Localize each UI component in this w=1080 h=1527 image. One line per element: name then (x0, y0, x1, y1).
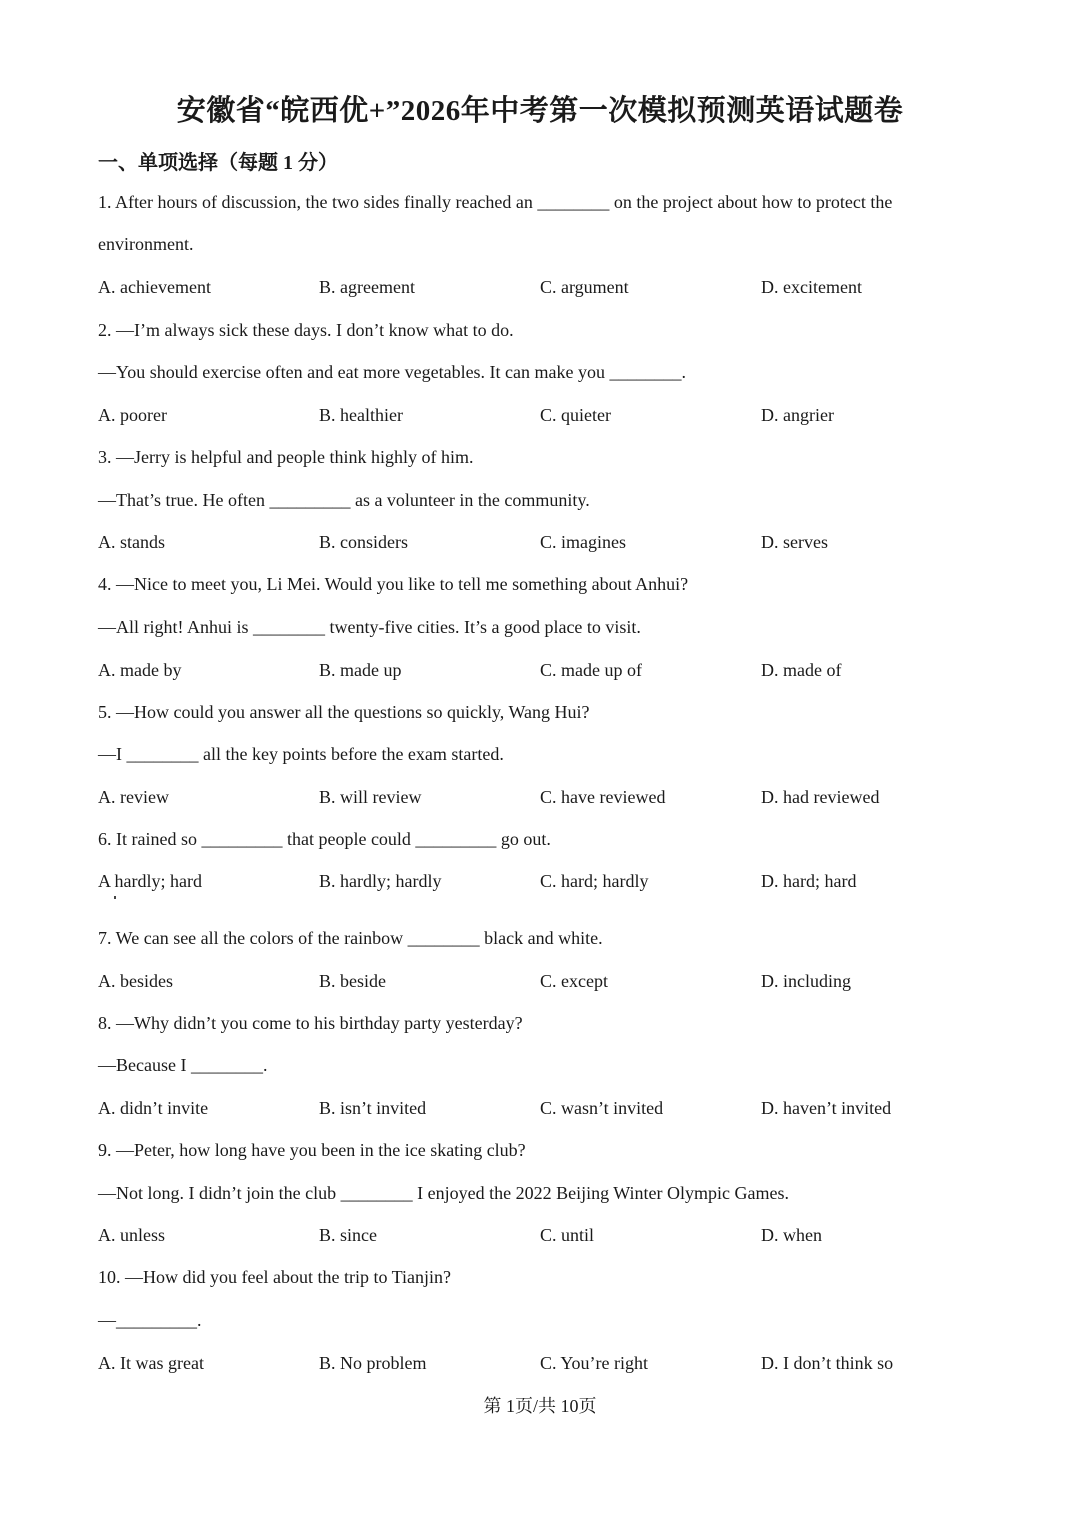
option-a: A. achievement (98, 277, 211, 297)
option-d: D. excitement (761, 277, 862, 297)
option-b: B. No problem (319, 1353, 427, 1373)
option-a: A. review (98, 787, 169, 807)
question-6-options (98, 871, 998, 897)
question-6-stem: 6. It rained so _________ that people could _________ go out. (98, 829, 551, 849)
question-3-stem: 3. —Jerry is helpful and people think highly of him. (98, 447, 474, 467)
option-a: A. It was great (98, 1353, 204, 1373)
option-b: B. since (319, 1225, 377, 1245)
option-c: C. until (540, 1225, 595, 1245)
option-c: C. except (540, 971, 608, 991)
option-b: B. considers (319, 532, 408, 552)
option-d: D. I don’t think so (761, 1353, 894, 1373)
question-8-reply: —Because I ________. (98, 1055, 268, 1075)
option-d: D. had reviewed (761, 787, 880, 807)
option-a: A. besides (98, 971, 173, 991)
question-8-options (98, 1098, 998, 1124)
question-1-stem-cont: environment. (98, 234, 194, 254)
question-9-stem: 9. —Peter, how long have you been in the ice skating club? (98, 1140, 526, 1160)
question-3-reply: —That’s true. He often _________ as a volunteer in the community. (98, 490, 590, 510)
option-d: D. haven’t invited (761, 1098, 892, 1118)
option-b: B. hardly; hardly (319, 871, 442, 891)
option-a: A. didn’t invite (98, 1098, 209, 1118)
option-d: D. including (761, 971, 851, 991)
page-number-footer: 第 1页/共 10页 (483, 1396, 597, 1416)
question-10-reply: —_________. (98, 1310, 202, 1330)
section-heading: 一、单项选择（每题 1 分） (98, 152, 338, 174)
option-c: C. made up of (540, 660, 642, 680)
option-a: A. poorer (98, 405, 167, 425)
question-9-reply: —Not long. I didn’t join the club ________ I enjoyed the 2022 Beijing Winter Olympic Games. (98, 1183, 790, 1203)
option-b: B. will review (319, 787, 422, 807)
question-10-stem: 10. —How did you feel about the trip to Tianjin? (98, 1267, 451, 1287)
question-3-options (98, 532, 998, 558)
option-c: C. quieter (540, 405, 611, 425)
option-b: B. agreement (319, 277, 415, 297)
option-a: A. unless (98, 1225, 165, 1245)
option-c: C. have reviewed (540, 787, 666, 807)
question-8-stem: 8. —Why didn’t you come to his birthday party yesterday? (98, 1013, 523, 1033)
question-5-reply: —I ________ all the key points before the exam started. (98, 744, 504, 764)
question-1-options (98, 277, 998, 303)
option-d: D. serves (761, 532, 828, 552)
page-title: 安徽省“皖西优+”2026年中考第一次模拟预测英语试题卷 (176, 95, 904, 127)
question-2-reply: —You should exercise often and eat more vegetables. It can make you ________. (98, 362, 687, 382)
option-d: D. when (761, 1225, 822, 1245)
question-4-options (98, 660, 998, 686)
option-c: C. argument (540, 277, 629, 297)
option-b: B. beside (319, 971, 386, 991)
question-5-stem: 5. —How could you answer all the questions so quickly, Wang Hui? (98, 702, 590, 722)
question-4-stem: 4. —Nice to meet you, Li Mei. Would you like to tell me something about Anhui? (98, 574, 689, 594)
option-b: B. made up (319, 660, 402, 680)
question-9-options (98, 1225, 998, 1251)
question-10-options (98, 1353, 998, 1379)
question-2-stem: 2. —I’m always sick these days. I don’t know what to do. (98, 320, 514, 340)
option-c: C. You’re right (540, 1353, 649, 1373)
option-d: D. angrier (761, 405, 834, 425)
question-5-options (98, 787, 998, 813)
question-1-stem: 1. After hours of discussion, the two sides finally reached an ________ on the project about how to protect the (98, 192, 893, 212)
option-c: C. imagines (540, 532, 626, 552)
question-7-options (98, 971, 998, 997)
question-4-reply: —All right! Anhui is ________ twenty-five cities. It’s a good place to visit. (98, 617, 641, 637)
option-c: C. hard; hardly (540, 871, 649, 891)
option-d: D. hard; hard (761, 871, 857, 891)
option-a: A hardly; hard (98, 871, 202, 891)
question-7-stem: 7. We can see all the colors of the rainbow ________ black and white. (98, 928, 603, 948)
option-a: A. made by (98, 660, 182, 680)
option-c: C. wasn’t invited (540, 1098, 664, 1118)
option-d: D. made of (761, 660, 842, 680)
question-2-options (98, 405, 998, 431)
option-b: B. isn’t invited (319, 1098, 427, 1118)
option-b: B. healthier (319, 405, 403, 425)
scan-speck (114, 896, 116, 899)
option-a: A. stands (98, 532, 165, 552)
